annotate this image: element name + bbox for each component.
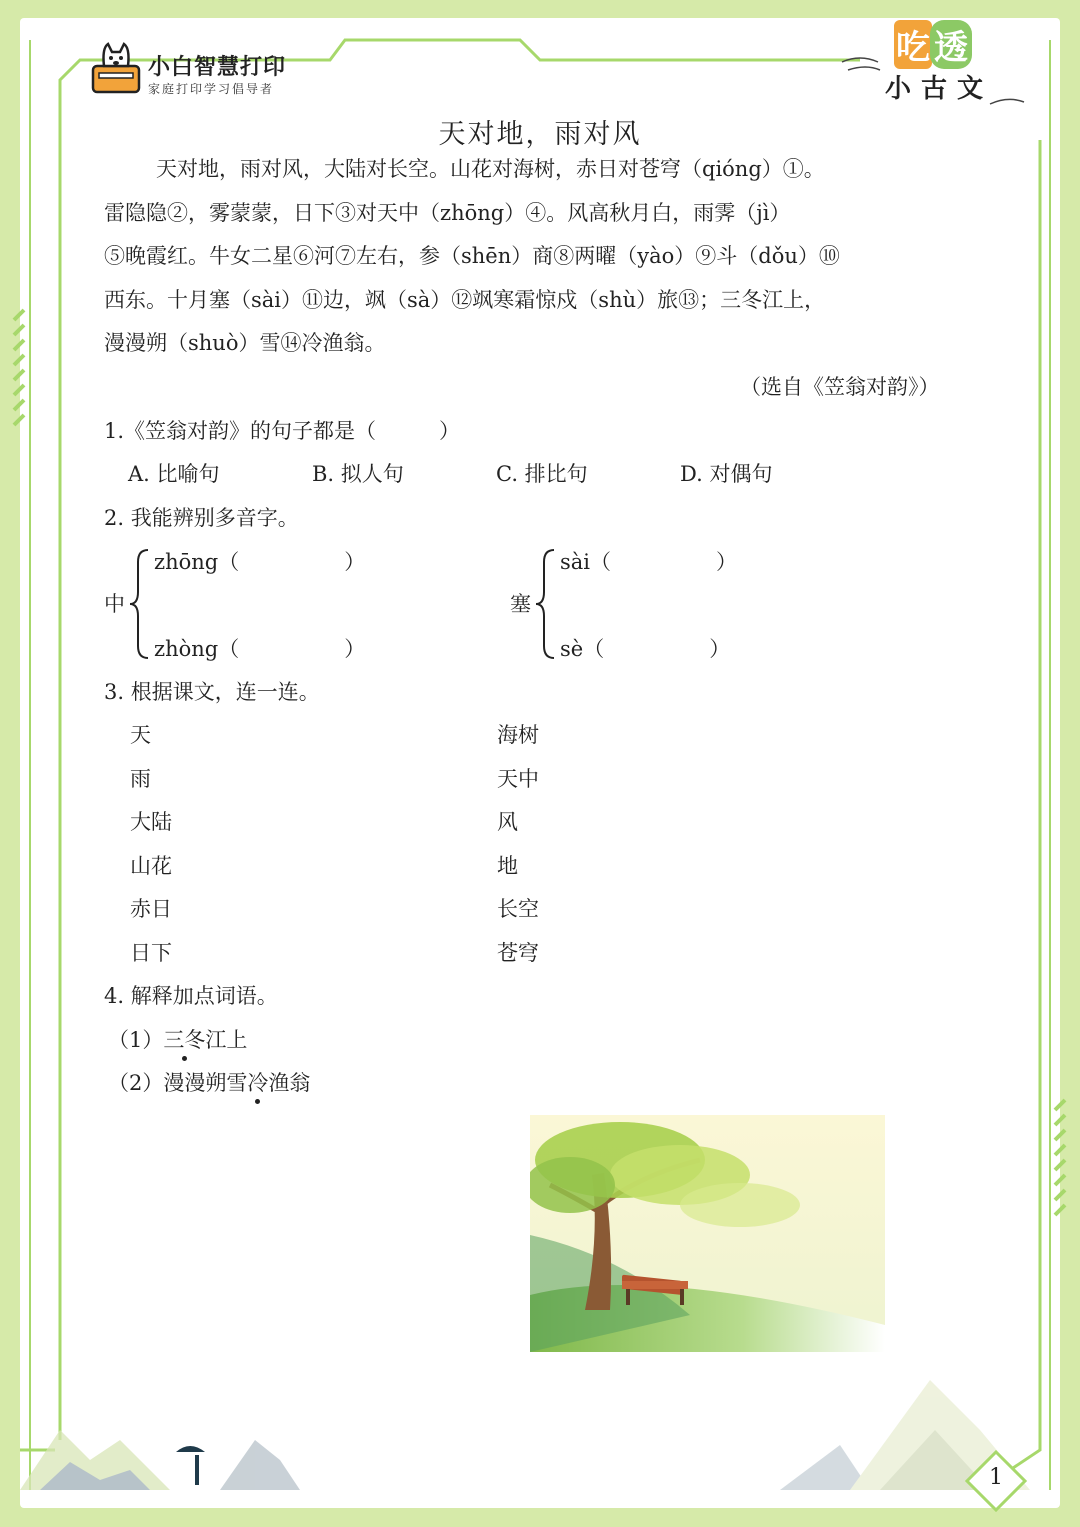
q2-zhong-reading-2[interactable]: zhòng（ ） <box>154 637 366 661</box>
q2-char-zhong: 中 <box>104 592 125 616</box>
q2-sai-reading-1[interactable]: sài（ ） <box>560 550 738 574</box>
q2-stem: 2. 我能辨别多音字。 <box>104 506 299 530</box>
q4-item-2-post: 渔翁 <box>268 1071 311 1095</box>
q4-item-1-dotted-word <box>163 1028 205 1052</box>
q4-item-1-post: 江上 <box>205 1028 248 1052</box>
series-bottom-text: 小古文 <box>885 74 994 104</box>
logo-title: 小白智慧打印 <box>148 55 287 80</box>
match-left-item[interactable]: 大陆 <box>130 810 172 834</box>
passage-line: 西东。十月塞（sài）⑪边，飒（sà）⑫飒寒霜惊戍（shù）旅⑬；三冬江上， <box>104 287 826 312</box>
series-badge <box>840 18 1030 108</box>
q4-item-1-number: （1） <box>108 1028 164 1052</box>
match-left-item[interactable]: 天 <box>130 723 151 747</box>
q1-stem: 1.《笠翁对韵》的句子都是（ ） <box>104 419 461 443</box>
match-right-item[interactable]: 风 <box>497 810 518 834</box>
q2-sai-reading-2[interactable]: sè（ ） <box>560 637 731 661</box>
dotted-word: 三冬 <box>163 1025 205 1055</box>
brace-icon <box>128 548 150 660</box>
match-right-item[interactable]: 海树 <box>497 723 539 747</box>
match-right-item[interactable]: 长空 <box>497 897 539 921</box>
series-top-text <box>894 20 972 69</box>
passage-source: （选自《笠翁对韵》） <box>740 375 940 399</box>
brand-logo <box>90 40 320 100</box>
dog-mascot-icon <box>90 40 142 96</box>
match-right-item[interactable]: 地 <box>497 854 518 878</box>
passage-line: 雷隐隐②，雾蒙蒙，日下③对天中（zhōng）④。风高秋月白，雨霁（jì） <box>104 200 791 225</box>
q4-item-2-pre: 漫漫朔雪 <box>163 1071 248 1095</box>
match-left-item[interactable]: 日下 <box>130 941 172 965</box>
tree-bench-illustration <box>530 1115 885 1352</box>
series-top-1: 吃 <box>894 20 932 69</box>
match-left-item[interactable]: 赤日 <box>130 897 172 921</box>
q1-option-a[interactable]: A. 比喻句 <box>128 462 220 486</box>
passage-line: ⑤晚霞红。牛女二星⑥河⑦左右，参（shēn）商⑧两曜（yào）⑨斗（dǒu）⑩ <box>104 244 840 268</box>
q4-item-2 <box>108 1068 310 1098</box>
q4-item-1 <box>108 1025 247 1055</box>
series-top-2: 透 <box>930 20 972 69</box>
tree-icon <box>530 1115 885 1352</box>
q3-stem: 3. 根据课文，连一连。 <box>104 680 320 704</box>
passage-body <box>104 148 984 366</box>
dotted-word: 冷 <box>247 1068 268 1098</box>
q2-char-sai: 塞 <box>510 592 531 616</box>
page-number: 1 <box>989 1465 1003 1490</box>
match-right-item[interactable]: 天中 <box>497 767 539 791</box>
q1-option-c[interactable]: C. 排比句 <box>496 462 588 486</box>
q1-option-d[interactable]: D. 对偶句 <box>680 462 773 486</box>
q4-item-2-number: （2） <box>108 1071 164 1095</box>
logo-subtitle: 家庭打印学习倡导者 <box>148 82 275 96</box>
passage-title: 天对地，雨对风 <box>438 119 642 150</box>
brace-icon <box>534 548 556 660</box>
page-number-badge <box>965 1450 1027 1512</box>
match-left-item[interactable]: 山花 <box>130 854 172 878</box>
passage-line: 漫漫朔（shuò）雪⑭冷渔翁。 <box>104 331 386 355</box>
passage-line: 天对地，雨对风，大陆对长空。山花对海树，赤日对苍穹（qióng）①。 <box>156 157 825 181</box>
match-left-item[interactable]: 雨 <box>130 767 151 791</box>
match-right-item[interactable]: 苍穹 <box>497 941 539 965</box>
q2-zhong-reading-1[interactable]: zhōng（ ） <box>154 550 366 574</box>
q4-stem: 4. 解释加点词语。 <box>104 984 278 1008</box>
q1-option-b[interactable]: B. 拟人句 <box>312 462 404 486</box>
